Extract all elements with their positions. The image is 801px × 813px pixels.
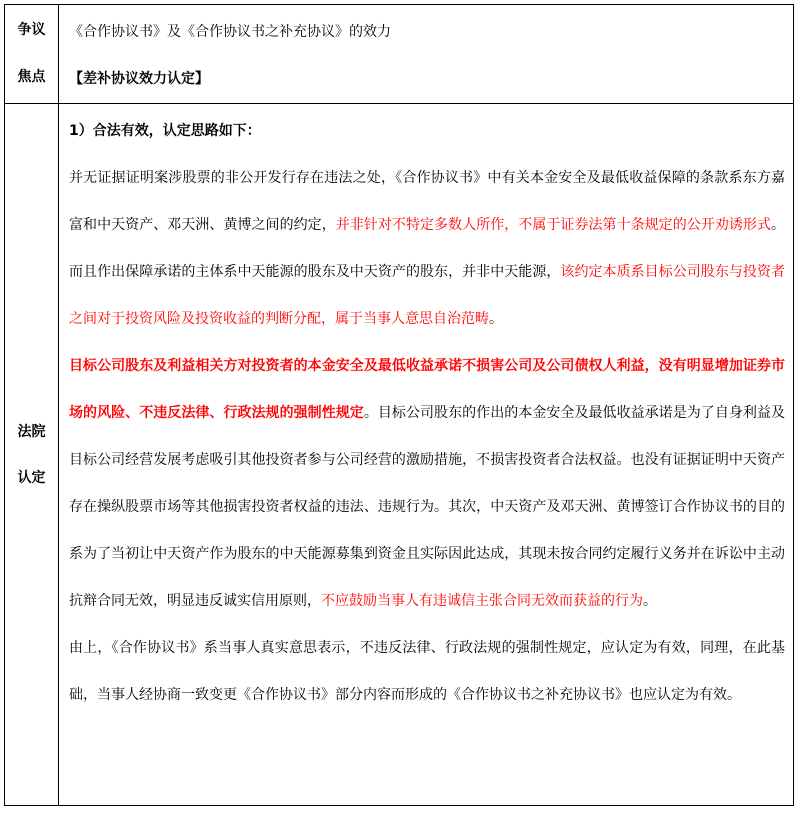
text-run: 并无证据证明案涉股票的非公开发行存在违法之处，《合作协议书》中有关本金安全及最低收益保障的条款系东方嘉富和中天资产、邓天洲、黄博之间的约定， (69, 170, 785, 233)
label-line: 焦点 (17, 69, 46, 85)
dispute-focus-tag: 【差补协议效力认定】 (69, 71, 209, 87)
text-run: 。目标公司股东的作出的本金安全及最低收益承诺是为了自身利益及目标公司经营发展考虑吸引其他投资者参与公司经营的激励措施，不损害投资者合法权益。也没有证据证明中天资产存在操纵股票市场等其他损害投资者权益的违法、违规行为。其次，中天资产及邓天洲、黄博签订合作协议书的目的系为了当初让中天资产作为股东的中天能源募集到资金且实际因此达成，其现未按合同约定履行义务并在诉讼中主动抗辩合同无效，明显违反诚实信用原则， (69, 405, 786, 609)
label-line: 认定 (17, 469, 46, 486)
court-finding-content (59, 104, 793, 805)
label-line: 争议 (17, 22, 46, 38)
dispute-focus-content (59, 5, 793, 103)
text-run: 。 (489, 311, 503, 327)
court-finding-row (5, 104, 793, 805)
court-finding-label (5, 104, 59, 805)
finding-paragraph-2 (69, 343, 785, 625)
highlighted-bold-text: 目标公司股东及利益相关方对投资者的本金安全及最低收益承诺不损害公司及公司债权人利益，没有明显增加证券市场的风险、不违反法律、行政法规的强制性规定 (69, 358, 785, 421)
dispute-table (4, 4, 794, 806)
dispute-focus-text: 《合作协议书》及《合作协议书之补充协议》的效力 (69, 24, 391, 40)
finding-paragraph-3: 由上，《合作协议书》系当事人真实意思表示，不违反法律、行政法规的强制性规定，应认定为有效，同理，在此基础，当事人经协商一致变更《合作协议书》部分内容而形成的《合作协议书之补充协议书》也应认定为有效。 (69, 640, 785, 703)
dispute-focus-label (5, 5, 59, 103)
text-run: 。 (643, 593, 657, 609)
text-run: 。而且作出保障承诺的主体系中天能源的股东及中天资产的股东，并非中天能源， (69, 217, 786, 280)
highlighted-text: 并非针对不特定多数人所作，不属于证券法第十条规定的公开劝诱形式 (335, 217, 772, 233)
finding-paragraph-1 (69, 155, 785, 343)
finding-heading: 1）合法有效，认定思路如下： (69, 123, 261, 139)
label-line: 法院 (17, 423, 46, 440)
highlighted-text: 不应鼓励当事人有违诚信主张合同无效而获益的行为 (321, 593, 643, 609)
highlighted-text: 该约定本质系目标公司股东与投资者之间对于投资风险及投资收益的判断分配，属于当事人意思自治范畴 (69, 264, 786, 327)
dispute-focus-row (5, 5, 793, 104)
